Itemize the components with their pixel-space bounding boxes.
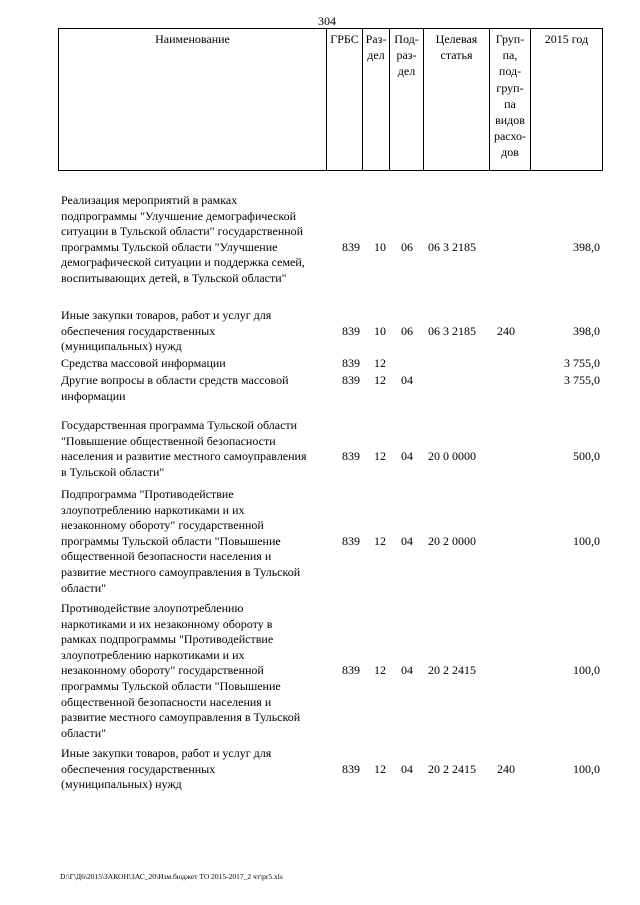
row-name-line: Средства массовой информации <box>61 356 226 370</box>
row-name-line: Реализация мероприятий в рамках <box>61 193 238 207</box>
row-grbs: 839 <box>342 663 360 678</box>
row-podrazdel: 04 <box>401 761 413 776</box>
row-name-line: демографической ситуации и поддержка семей, <box>61 255 305 270</box>
row-razdel: 12 <box>374 373 386 387</box>
row-celevaya-statya: 20 2 2415 <box>428 761 476 776</box>
row-celevaya-statya: 20 0 0000 <box>428 449 476 464</box>
row-name-line: рамках подпрограммы "Противодействие <box>61 632 274 647</box>
row-name-line: незаконному обороту" государственной <box>61 518 264 533</box>
row-name-line: подпрограммы "Улучшение демографической <box>61 208 297 223</box>
row-name <box>61 193 333 287</box>
row-name-line: злоупотреблению наркотиками и их <box>61 647 245 662</box>
row-name-line: в Тульской области" <box>61 464 165 479</box>
row-celevaya-statya: 20 2 0000 <box>428 533 476 548</box>
header-line: расхо- <box>493 129 527 144</box>
header-line: па, <box>502 48 518 63</box>
header-line: груп- <box>496 80 524 95</box>
row-name-line: Государственная программа Тульской области <box>61 418 298 432</box>
row-name-line: (муниципальных) нужд <box>61 777 182 792</box>
row-name-line: развитие местного самоуправления в Тульской <box>61 710 301 725</box>
row-grbs: 839 <box>342 323 360 338</box>
row-grbs: 839 <box>342 449 360 464</box>
row-podrazdel: 04 <box>401 533 413 548</box>
row-name-line: Другие вопросы в области средств массовой <box>61 373 289 387</box>
row-celevaya-statya: 06 3 2185 <box>428 323 476 338</box>
row-grbs: 839 <box>342 533 360 548</box>
row-name-line: злоупотреблению наркотиками и их <box>61 502 245 517</box>
row-razdel: 12 <box>374 356 386 370</box>
header-razdel <box>363 29 390 171</box>
row-name-line: программы Тульской области "Повышение <box>61 678 281 693</box>
page-number: 304 <box>318 14 336 28</box>
row-name-line: развитие местного самоуправления в Тульской <box>61 564 301 579</box>
header-line: под- <box>498 64 522 79</box>
row-amount: 100,0 <box>573 663 600 678</box>
row-name <box>61 356 333 372</box>
row-name <box>61 487 333 596</box>
row-name <box>61 308 333 355</box>
row-name-line: программы Тульской области "Повышение <box>61 533 281 548</box>
row-vid-rashodov: 240 <box>497 761 515 776</box>
row-razdel: 10 <box>374 239 386 254</box>
row-celevaya-statya: 20 2 2415 <box>428 663 476 678</box>
table-header <box>58 28 603 171</box>
row-name-line: Иные закупки товаров, работ и услуг для <box>61 308 272 322</box>
row-name-line: общественной безопасности населения и <box>61 549 272 564</box>
header-podrazdel <box>390 29 424 171</box>
row-podrazdel: 06 <box>401 239 413 254</box>
row-name-line: Иные закупки товаров, работ и услуг для <box>61 746 272 760</box>
row-grbs: 839 <box>342 239 360 254</box>
header-line: дел <box>367 48 385 63</box>
row-name-line: области" <box>61 580 107 595</box>
header-celevaya-statya <box>424 29 490 171</box>
header-line: дов <box>501 145 519 160</box>
header-line: раз- <box>396 48 417 63</box>
header-gruppa-vidov-rashodov <box>490 29 531 171</box>
row-name-line: "Повышение общественной безопасности <box>61 433 276 448</box>
row-name <box>61 601 333 741</box>
row-name-line: воспитывающих детей, в Тульской области" <box>61 270 287 285</box>
header-line: Под- <box>394 32 419 46</box>
row-name-line: Противодействие злоупотреблению <box>61 601 244 615</box>
row-name-line: наркотиками и их незаконному обороту в <box>61 616 273 631</box>
row-amount: 500,0 <box>573 449 600 464</box>
row-name-line: Подпрограмма "Противодействие <box>61 487 234 501</box>
row-podrazdel: 04 <box>401 373 413 387</box>
row-name-line: населения и развитие местного самоуправления <box>61 449 307 464</box>
row-razdel: 12 <box>374 761 386 776</box>
header-line: Целевая <box>435 32 478 46</box>
header-line: Груп- <box>495 32 525 46</box>
row-razdel: 10 <box>374 323 386 338</box>
row-name-line: обеспечения государственных <box>61 761 216 776</box>
row-amount: 100,0 <box>573 761 600 776</box>
row-name-line: программы Тульской области "Улучшение <box>61 239 278 254</box>
row-name <box>61 418 333 480</box>
header-grbs: ГРБС <box>327 29 363 171</box>
header-line: Раз- <box>365 32 387 46</box>
row-vid-rashodov: 240 <box>497 323 515 338</box>
row-name-line: области" <box>61 725 107 740</box>
row-amount: 398,0 <box>573 323 600 338</box>
row-amount: 3 755,0 <box>564 373 600 387</box>
row-celevaya-statya: 06 3 2185 <box>428 239 476 254</box>
row-name <box>61 746 333 793</box>
row-podrazdel: 06 <box>401 323 413 338</box>
row-name <box>61 373 333 404</box>
header-line: статья <box>440 48 473 63</box>
row-name-line: общественной безопасности населения и <box>61 694 272 709</box>
row-amount: 398,0 <box>573 239 600 254</box>
row-name-line: информации <box>61 388 126 403</box>
header-line: дел <box>397 64 416 79</box>
header-name: Наименование <box>59 29 327 171</box>
row-amount: 100,0 <box>573 533 600 548</box>
row-razdel: 12 <box>374 533 386 548</box>
row-name-line: (муниципальных) нужд <box>61 339 182 354</box>
row-grbs: 839 <box>342 373 360 387</box>
row-razdel: 12 <box>374 449 386 464</box>
header-year: 2015 год <box>531 29 603 171</box>
row-grbs: 839 <box>342 356 360 370</box>
header-line: видов <box>495 113 525 128</box>
row-podrazdel: 04 <box>401 449 413 464</box>
row-grbs: 839 <box>342 761 360 776</box>
row-name-line: незаконному обороту" государственной <box>61 663 264 678</box>
row-name-line: ситуации в Тульской области" государственной <box>61 224 304 239</box>
file-path-footer: D:\Г\Д6\2015\ЗАКОН\ЗАС_20\Изм.бюджет ТО 2015-2017_2 чт\pr5.xls <box>60 872 283 881</box>
header-line: па <box>504 96 516 111</box>
row-amount: 3 755,0 <box>564 356 600 370</box>
row-podrazdel: 04 <box>401 663 413 678</box>
row-razdel: 12 <box>374 663 386 678</box>
row-name-line: обеспечения государственных <box>61 323 216 338</box>
